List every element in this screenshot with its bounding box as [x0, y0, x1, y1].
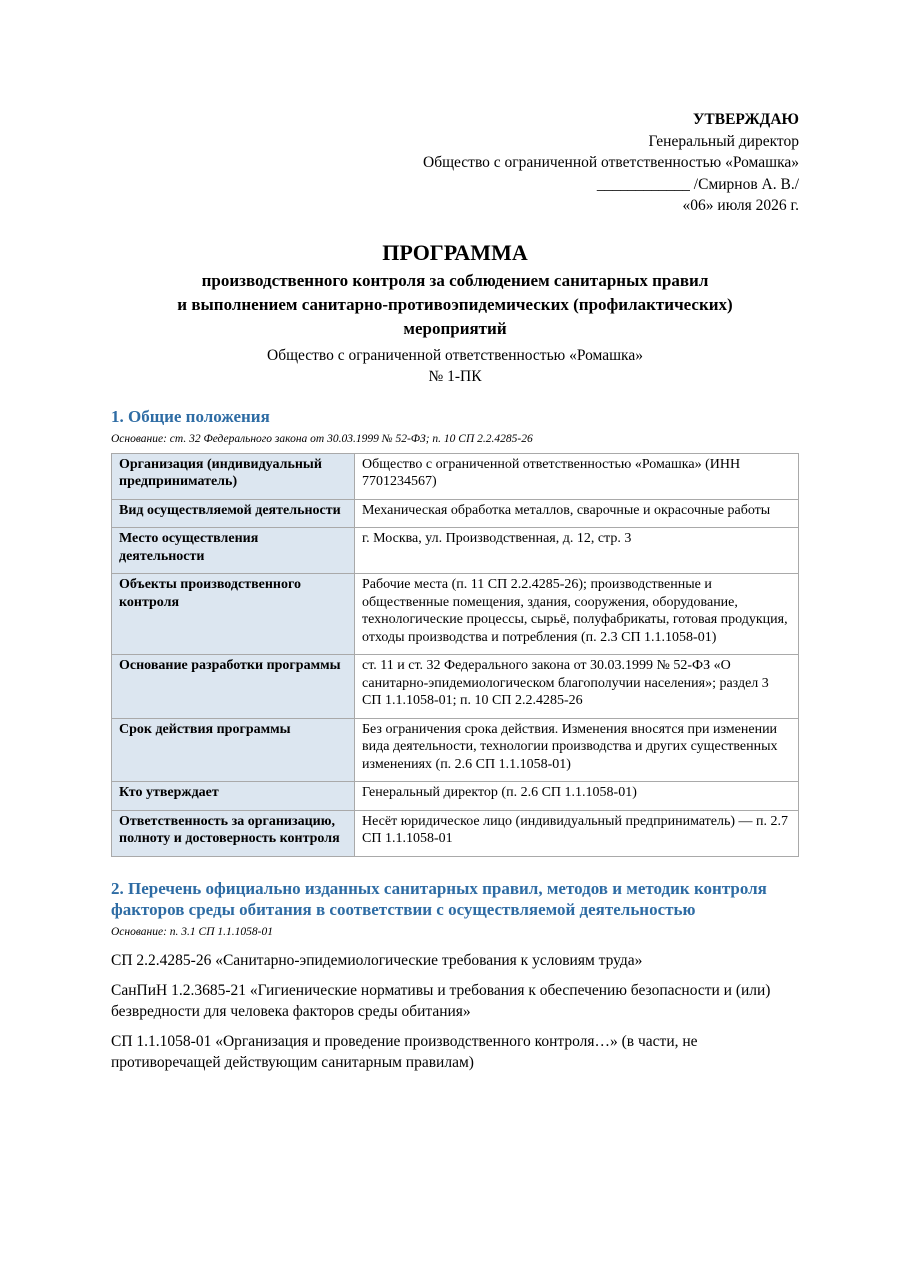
- general-info-table: [111, 453, 799, 857]
- approval-signature: ____________ /Смирнов А. В./: [596, 175, 799, 193]
- row-label: Ответственность за организацию, полноту и достоверность контроля: [112, 810, 355, 856]
- table-row: [112, 810, 799, 856]
- list-item: СП 2.2.4285-26 «Санитарно-эпидемиологические требования к условиям труда»: [111, 951, 643, 969]
- row-label: Основание разработки программы: [112, 655, 355, 719]
- section-1-basis: Основание: ст. 32 Федерального закона от 30.03.1999 № 52-ФЗ; п. 10 СП 2.2.4285-26: [111, 432, 533, 445]
- row-value: Без ограничения срока действия. Изменения вносятся при изменении вида деятельности, технологии производства и других существенных изменениях (п. 2.6 СП 1.1.1058-01): [355, 718, 799, 782]
- table-row: [112, 655, 799, 719]
- document-number: № 1-ПК: [428, 367, 482, 385]
- subtitle-line: и выполнением санитарно-противоэпидемических (профилактических): [177, 294, 733, 314]
- row-label: Организация (индивидуальный предприниматель): [112, 453, 355, 499]
- document-organization: Общество с ограниченной ответственностью «Ромашка»: [267, 346, 643, 364]
- subtitle-line: мероприятий: [403, 318, 507, 338]
- row-label: Место осуществления деятельности: [112, 528, 355, 574]
- document-subtitle: [111, 269, 799, 341]
- approval-date: «06» июля 2026 г.: [682, 197, 799, 214]
- row-value: Генеральный директор (п. 2.6 СП 1.1.1058-01): [355, 782, 799, 811]
- row-value: Несёт юридическое лицо (индивидуальный предприниматель) — п. 2.7 СП 1.1.1058-01: [355, 810, 799, 856]
- row-label: Вид осуществляемой деятельности: [112, 499, 355, 528]
- table-row: [112, 528, 799, 574]
- document-page: [111, 109, 799, 1073]
- table-row: [112, 499, 799, 528]
- table-row: [112, 718, 799, 782]
- row-label: Срок действия программы: [112, 718, 355, 782]
- list-item: СанПиН 1.2.3685-21 «Гигиенические нормативы и требования к обеспечению безопасности и (или) безвредности для человека факторов среды обитания»: [111, 981, 771, 1020]
- section-2-heading: 2. Перечень официально изданных санитарных правил, методов и методик контроля факторов среды обитания в соответствии с осуществляемой деятельностью: [111, 878, 767, 919]
- row-value: г. Москва, ул. Производственная, д. 12, стр. 3: [355, 528, 799, 574]
- row-value: Общество с ограниченной ответственностью «Ромашка» (ИНН 7701234567): [355, 453, 799, 499]
- table-row: [112, 782, 799, 811]
- table-row: [112, 574, 799, 655]
- approval-organization: Общество с ограниченной ответственностью «Ромашка»: [423, 154, 799, 171]
- section-1-heading: 1. Общие положения: [111, 406, 270, 426]
- list-item: СП 1.1.1058-01 «Организация и проведение производственного контроля…» (в части, не противоречащей действующим санитарным правилам): [111, 1032, 698, 1071]
- approval-heading: УТВЕРЖДАЮ: [693, 111, 799, 128]
- approval-block: [111, 109, 799, 217]
- row-label: Кто утверждает: [112, 782, 355, 811]
- row-value: Механическая обработка металлов, сварочные и окрасочные работы: [355, 499, 799, 528]
- row-value: Рабочие места (п. 11 СП 2.2.4285-26); производственные и общественные помещения, здания, сооружения, оборудование, технологические процессы, сырьё, полуфабрикаты, готовая продукция, отходы производства и потребления (п. 2.3 СП 1.1.1058-01): [355, 574, 799, 655]
- row-value: ст. 11 и ст. 32 Федерального закона от 30.03.1999 № 52-ФЗ «О санитарно-эпидемиологическом благополучии населения»; раздел 3 СП 1.1.1058-01; п. 10 СП 2.2.4285-26: [355, 655, 799, 719]
- approval-position: Генеральный директор: [648, 132, 799, 150]
- row-label: Объекты производственного контроля: [112, 574, 355, 655]
- subtitle-line: производственного контроля за соблюдением санитарных правил: [201, 270, 709, 290]
- regulations-list: [111, 950, 799, 1073]
- table-row: [112, 453, 799, 499]
- document-title: ПРОГРАММА: [382, 239, 528, 265]
- section-2-basis: Основание: п. 3.1 СП 1.1.1058-01: [111, 925, 273, 938]
